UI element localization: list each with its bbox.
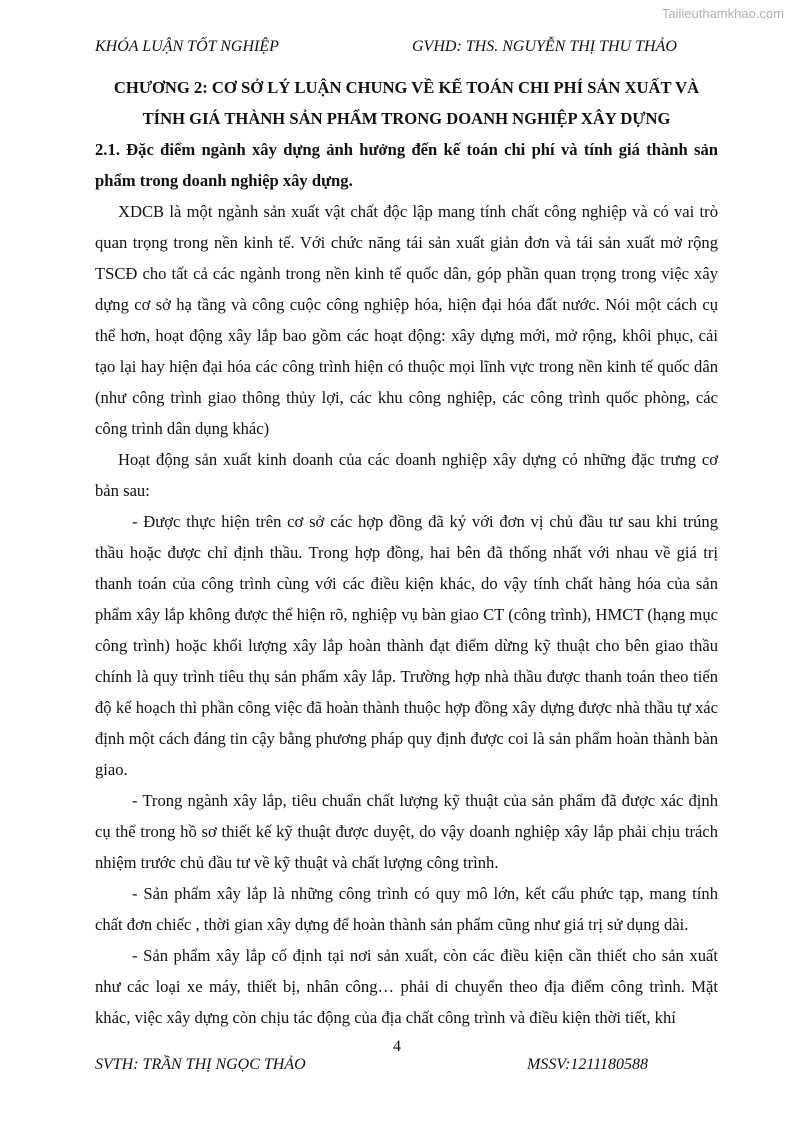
section-title: 2.1. Đặc điểm ngành xây dựng ảnh hưởng đến kế toán chi phí và tính giá thành sản phẩm trong doanh nghiệp xây dựng. (95, 140, 718, 190)
chapter-title: CHƯƠNG 2: CƠ SỞ LÝ LUẬN CHUNG VỀ KẾ TOÁN CHI PHÍ SẢN XUẤT VÀ TÍNH GIÁ THÀNH SẢN PHẨM TRONG DOANH NGHIỆP XÂY DỰNG (113, 78, 700, 128)
paragraph: XDCB là một ngành sản xuất vật chất độc lập mang tính chất công nghiệp và có vai trò quan trọng trong nền kinh tế. Với chức năng tái sản xuất giản đơn và tái sản xuất mở rộng TSCĐ cho tất cả các ngành trong nền kinh tế quốc dân, góp phần quan trọng trong việc xây dựng cơ sở hạ tầng và công cuộc công nghiệp hóa, hiện đại hóa đất nước. Nói một cách cụ thể hơn, hoạt động xây lắp bao gồm các hoạt động: xây dựng mới, mở rộng, khôi phục, cải tạo lại hay hiện đại hóa các công trình hiện có thuộc mọi lĩnh vực trong nền kinh tế quốc dân (như công trình giao thông thủy lợi, các khu công nghiệp, các công trình quốc phòng, các công trình dân dụng khác) (95, 202, 718, 438)
footer-right: MSSV:1211180588 (527, 1056, 649, 1073)
bullet-item: - Được thực hiện trên cơ sở các hợp đồng đã ký với đơn vị chủ đầu tư sau khi trúng thầu hoặc được chỉ định thầu. Trong hợp đồng, hai bên đã thống nhất với nhau về giá trị thanh toán của công trình cùng với các điều kiện khác, do vậy tính chất hàng hóa của sản phẩm xây lắp không được thể hiện rõ, nghiệp vụ bàn giao CT (công trình), HMCT (hạng mục công trình) hoặc khối lượng xây lắp hoàn thành đạt điểm dừng kỹ thuật cho bên giao thầu chính là quy trình tiêu thụ sản phẩm xây lắp. Trường hợp nhà thầu được thanh toán theo tiến độ kế hoạch thì phần công việc đã hoàn thành thuộc hợp đồng xây dựng được nhà thầu tự xác định một cách đáng tin cậy bằng phương pháp quy định được coi là sản phẩm hoàn thành bàn giao. (95, 512, 718, 779)
page-number: 4 (393, 1038, 401, 1055)
bullet-item: - Sản phẩm xây lắp cố định tại nơi sản xuất, còn các điều kiện cần thiết cho sản xuất như các loại xe máy, thiết bị, nhân công… phải di chuyển theo địa điểm công trình. Mặt khác, việc xây dựng còn chịu tác động của địa chất công trình và điều kiện thời tiết, khí (95, 946, 718, 1027)
header-right: GVHD: THS. NGUYỄN THỊ THU THẢO (412, 38, 677, 55)
watermark: Tailieuthamkhao.com (661, 6, 784, 21)
header-left: KHÓA LUẬN TỐT NGHIỆP (95, 38, 279, 55)
bullet-item: - Trong ngành xây lắp, tiêu chuẩn chất lượng kỹ thuật của sản phẩm đã được xác định cụ thể trong hồ sơ thiết kế kỹ thuật được duyệt, do vậy doanh nghiệp xây lắp phải chịu trách nhiệm trước chủ đầu tư về kỹ thuật và chất lượng công trình. (95, 791, 718, 872)
footer-left: SVTH: TRẦN THỊ NGỌC THẢO (95, 1056, 306, 1073)
bullet-item: - Sản phẩm xây lắp là những công trình có quy mô lớn, kết cấu phức tạp, mang tính chất đơn chiếc , thời gian xây dựng để hoàn thành sản phẩm cũng như giá trị sử dụng dài. (95, 884, 718, 934)
paragraph: Hoạt động sản xuất kinh doanh của các doanh nghiệp xây dựng có những đặc trưng cơ bản sau: (95, 450, 718, 500)
page-body (95, 72, 718, 1033)
